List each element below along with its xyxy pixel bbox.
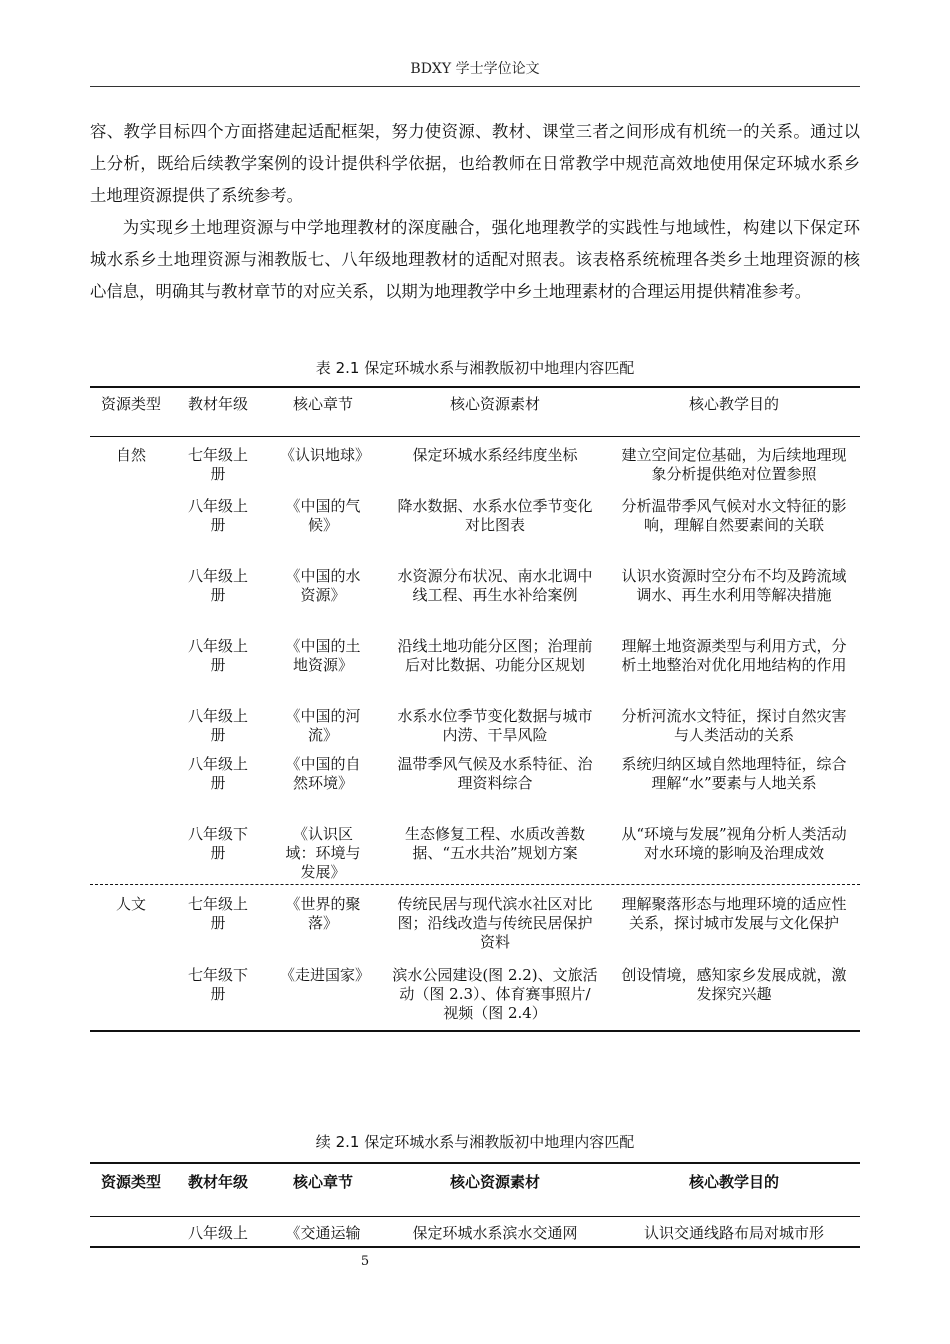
table-cell: 《中国的水资源》 <box>285 567 361 604</box>
table-cell: 沿线土地功能分区图；治理前后对比数据、功能分区规划 <box>397 637 593 674</box>
table-bottom-rule <box>90 1030 860 1032</box>
table-cell: 创设情境，感知家乡发展成就，激发探究兴趣 <box>621 966 847 1003</box>
table-cell: 理解土地资源类型与利用方式，分析土地整治对优化用地结构的作用 <box>621 637 847 674</box>
table-cell: 保定环城水系经纬度坐标 <box>412 446 578 464</box>
table-cell: 生态修复工程、水质改善数据、“五水共治”规划方案 <box>404 825 585 862</box>
paragraph-1: 容、教学目标四个方面搭建起适配框架，努力使资源、教材、课堂三者之间形成有机统一的关系。通过以上分析，既给后续教学案例的设计提供科学依据，也给教师在日常教学中规范高效地使用保定环城水系乡土地理资源提供了系统参考。 <box>90 122 860 205</box>
table-title-continued: 续 2.1 保定环城水系与湘教版初中地理内容匹配 <box>315 1133 635 1151</box>
header-resource-type: 资源类型 <box>101 395 162 413</box>
table-cell: 认识交通线路布局对城市形 <box>643 1224 824 1242</box>
table-cell: 保定环城水系滨水交通网 <box>412 1224 578 1242</box>
table-cell: 自然 <box>115 446 146 464</box>
table-cell: 《认识地球》 <box>280 446 371 464</box>
table-cell: 八年级上册 <box>188 567 249 604</box>
table-cell: 《中国的河流》 <box>285 707 361 744</box>
table-cell: 七年级上册 <box>188 446 249 483</box>
table-top-rule <box>90 1162 860 1164</box>
table-top-rule <box>90 386 860 388</box>
table-cell: 八年级上册 <box>188 497 249 534</box>
header-chapter: 核心章节 <box>292 395 353 413</box>
table-bottom-rule <box>90 1246 860 1248</box>
table-cell: 认识水资源时空分布不均及跨流域调水、再生水利用等解决措施 <box>621 567 847 604</box>
table-cell: 建立空间定位基础，为后续地理现象分析提供绝对位置参照 <box>621 446 847 483</box>
table-cell: 八年级上 <box>187 1224 248 1242</box>
header-chapter: 核心章节 <box>292 1173 353 1191</box>
header-material: 核心资源素材 <box>449 395 540 413</box>
table-cell: 《中国的自然环境》 <box>285 755 361 792</box>
table-cell: 理解聚落形态与地理环境的适应性关系，探讨城市发展与文化保护 <box>621 895 847 932</box>
table-cell: 温带季风气候及水系特征、治理资料综合 <box>397 755 593 792</box>
running-header: BDXY 学士学位论文 <box>410 61 540 77</box>
table-cell: 七年级上册 <box>188 895 249 932</box>
table-cell: 分析河流水文特征，探讨自然灾害与人类活动的关系 <box>621 707 847 744</box>
body-text <box>90 116 860 308</box>
table-cell: 八年级上册 <box>188 707 249 744</box>
table-cell: 滨水公园建设(图 2.2)、文旅活动（图 2.3）、体育赛事照片/视频（图 2.4） <box>392 966 598 1022</box>
section-divider <box>90 884 860 885</box>
table-cell: 传统民居与现代滨水社区对比图；沿线改造与传统民居保护资料 <box>397 895 593 951</box>
page-number: 5 <box>360 1254 370 1269</box>
header-resource-type: 资源类型 <box>101 1173 162 1191</box>
table-cell: 《中国的气候》 <box>285 497 361 534</box>
table-cell: 系统归纳区域自然地理特征，综合理解“水”要素与人地关系 <box>621 755 847 792</box>
paragraph-2: 为实现乡土地理资源与中学地理教材的深度融合，强化地理教学的实践性与地域性，构建以下保定环城水系乡土地理资源与湘教版七、八年级地理教材的适配对照表。该表格系统梳理各类乡土地理资源的核心信息，明确其与教材章节的对应关系，以期为地理教学中乡土地理素材的合理运用提供精准参考。 <box>90 218 860 301</box>
table-cell: 人文 <box>115 895 146 913</box>
table-cell: 水系水位季节变化数据与城市内涝、干旱风险 <box>397 707 593 744</box>
header-grade: 教材年级 <box>187 1173 248 1191</box>
table-cell: 《世界的聚落》 <box>285 895 361 932</box>
table-header-rule <box>90 1216 860 1217</box>
table-cell: 八年级下册 <box>188 825 249 862</box>
table-cell: 降水数据、水系水位季节变化对比图表 <box>397 497 593 534</box>
table-cell: 水资源分布状况、南水北调中线工程、再生水补给案例 <box>397 567 593 604</box>
table-cell: 分析温带季风气候对水文特征的影响，理解自然要素间的关联 <box>621 497 847 534</box>
header-rule <box>90 86 860 87</box>
table-cell: 《中国的土地资源》 <box>285 637 361 674</box>
table-cell: 《交通运输 <box>285 1224 361 1242</box>
table-cell: 《走进国家》 <box>280 966 371 984</box>
header-material: 核心资源素材 <box>449 1173 540 1191</box>
header-goal: 核心教学目的 <box>688 1173 779 1191</box>
table-cell: 七年级下册 <box>188 966 249 1003</box>
table-cell: 从“环境与发展”视角分析人类活动对水环境的影响及治理成效 <box>621 825 847 862</box>
header-goal: 核心教学目的 <box>688 395 779 413</box>
table-header-rule <box>90 436 860 437</box>
table-cell: 八年级上册 <box>188 637 249 674</box>
table-title: 表 2.1 保定环城水系与湘教版初中地理内容匹配 <box>315 359 635 377</box>
table-cell: 《认识区域：环境与发展》 <box>285 825 361 881</box>
header-grade: 教材年级 <box>187 395 248 413</box>
table-cell: 八年级上册 <box>188 755 249 792</box>
